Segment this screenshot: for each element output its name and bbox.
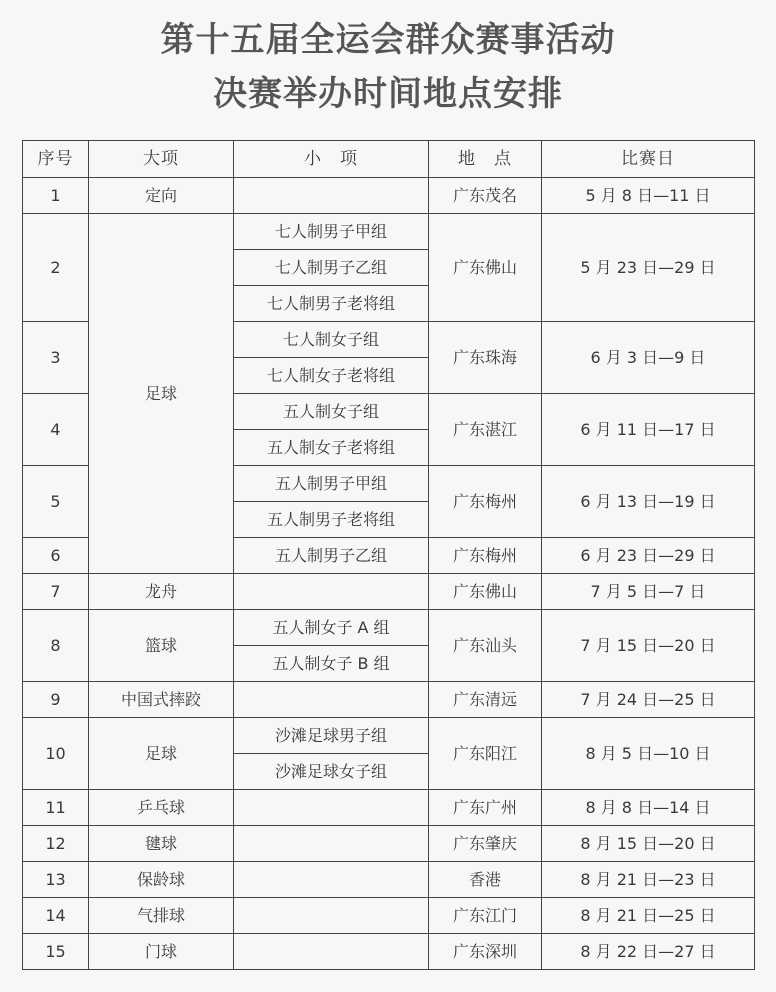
cell-event: [234, 178, 429, 214]
cell-no: 5: [23, 466, 89, 538]
cell-no: 13: [23, 862, 89, 898]
cell-date: 6 月 11 日—17 日: [542, 394, 755, 466]
cell-venue: 广东梅州: [429, 466, 542, 538]
cell-venue: 广东汕头: [429, 610, 542, 682]
cell-event: [234, 682, 429, 718]
cell-event: 五人制男子老将组: [234, 502, 429, 538]
cell-date: 7 月 5 日—7 日: [542, 574, 755, 610]
cell-date: 6 月 13 日—19 日: [542, 466, 755, 538]
cell-no: 6: [23, 538, 89, 574]
cell-no: 11: [23, 790, 89, 826]
cell-sport: 保龄球: [89, 862, 234, 898]
table-row: [23, 574, 755, 610]
cell-date: 8 月 21 日—25 日: [542, 898, 755, 934]
cell-event: 七人制男子老将组: [234, 286, 429, 322]
cell-event: 五人制男子乙组: [234, 538, 429, 574]
cell-date: 7 月 15 日—20 日: [542, 610, 755, 682]
header-no: 序号: [23, 141, 89, 178]
cell-venue: 广东广州: [429, 790, 542, 826]
cell-date: 8 月 15 日—20 日: [542, 826, 755, 862]
cell-venue: 广东江门: [429, 898, 542, 934]
table-row: [23, 682, 755, 718]
cell-venue: 广东佛山: [429, 214, 542, 322]
table-row: [23, 178, 755, 214]
header-date: 比赛日: [542, 141, 755, 178]
cell-date: 5 月 23 日—29 日: [542, 214, 755, 322]
cell-no: 8: [23, 610, 89, 682]
cell-venue: 广东清远: [429, 682, 542, 718]
cell-sport: 足球: [89, 718, 234, 790]
cell-no: 12: [23, 826, 89, 862]
table-row: [23, 862, 755, 898]
cell-sport: 龙舟: [89, 574, 234, 610]
header-sport: 大项: [89, 141, 234, 178]
cell-date: 8 月 22 日—27 日: [542, 934, 755, 970]
cell-event: [234, 934, 429, 970]
table-row: [23, 898, 755, 934]
cell-event: 七人制男子甲组: [234, 214, 429, 250]
header-event: 小 项: [234, 141, 429, 178]
cell-no: 15: [23, 934, 89, 970]
cell-event: 沙滩足球女子组: [234, 754, 429, 790]
cell-event: 五人制女子组: [234, 394, 429, 430]
cell-date: 6 月 3 日—9 日: [542, 322, 755, 394]
cell-venue: 广东肇庆: [429, 826, 542, 862]
cell-sport: 中国式摔跤: [89, 682, 234, 718]
cell-date: 7 月 24 日—25 日: [542, 682, 755, 718]
table-row: [23, 790, 755, 826]
cell-date: 8 月 21 日—23 日: [542, 862, 755, 898]
schedule-table: [22, 140, 755, 970]
cell-no: 14: [23, 898, 89, 934]
cell-event: 七人制男子乙组: [234, 250, 429, 286]
table-row: [23, 610, 755, 646]
table-row: [23, 934, 755, 970]
cell-venue: 广东湛江: [429, 394, 542, 466]
cell-sport-football: 足球: [89, 214, 234, 574]
cell-date: 8 月 5 日—10 日: [542, 718, 755, 790]
cell-event: [234, 826, 429, 862]
table-row: [23, 826, 755, 862]
cell-event: 沙滩足球男子组: [234, 718, 429, 754]
cell-venue: 香港: [429, 862, 542, 898]
cell-event: 五人制男子甲组: [234, 466, 429, 502]
cell-venue: 广东阳江: [429, 718, 542, 790]
cell-no: 7: [23, 574, 89, 610]
cell-no: 4: [23, 394, 89, 466]
cell-no: 9: [23, 682, 89, 718]
cell-sport: 门球: [89, 934, 234, 970]
cell-event: 五人制女子 A 组: [234, 610, 429, 646]
table-row: [23, 718, 755, 754]
cell-sport: 气排球: [89, 898, 234, 934]
cell-event: 七人制女子老将组: [234, 358, 429, 394]
cell-date: 8 月 8 日—14 日: [542, 790, 755, 826]
cell-event: [234, 574, 429, 610]
cell-venue: 广东梅州: [429, 538, 542, 574]
cell-no: 10: [23, 718, 89, 790]
cell-no: 1: [23, 178, 89, 214]
cell-event: [234, 898, 429, 934]
cell-event: 五人制女子老将组: [234, 430, 429, 466]
cell-event: 五人制女子 B 组: [234, 646, 429, 682]
cell-event: [234, 862, 429, 898]
cell-sport: 毽球: [89, 826, 234, 862]
cell-sport: 篮球: [89, 610, 234, 682]
cell-event: [234, 790, 429, 826]
table-row: [23, 214, 755, 250]
document-title-line-2: 决赛举办时间地点安排: [213, 74, 563, 114]
document-title-line-1: 第十五届全运会群众赛事活动: [160, 20, 616, 60]
table-header-row: [23, 141, 755, 178]
cell-venue: 广东茂名: [429, 178, 542, 214]
cell-date: 6 月 23 日—29 日: [542, 538, 755, 574]
cell-sport: 定向: [89, 178, 234, 214]
cell-venue: 广东珠海: [429, 322, 542, 394]
cell-venue: 广东佛山: [429, 574, 542, 610]
cell-no: 3: [23, 322, 89, 394]
cell-venue: 广东深圳: [429, 934, 542, 970]
cell-no: 2: [23, 214, 89, 322]
header-venue: 地 点: [429, 141, 542, 178]
cell-date: 5 月 8 日—11 日: [542, 178, 755, 214]
cell-event: 七人制女子组: [234, 322, 429, 358]
cell-sport: 乒乓球: [89, 790, 234, 826]
